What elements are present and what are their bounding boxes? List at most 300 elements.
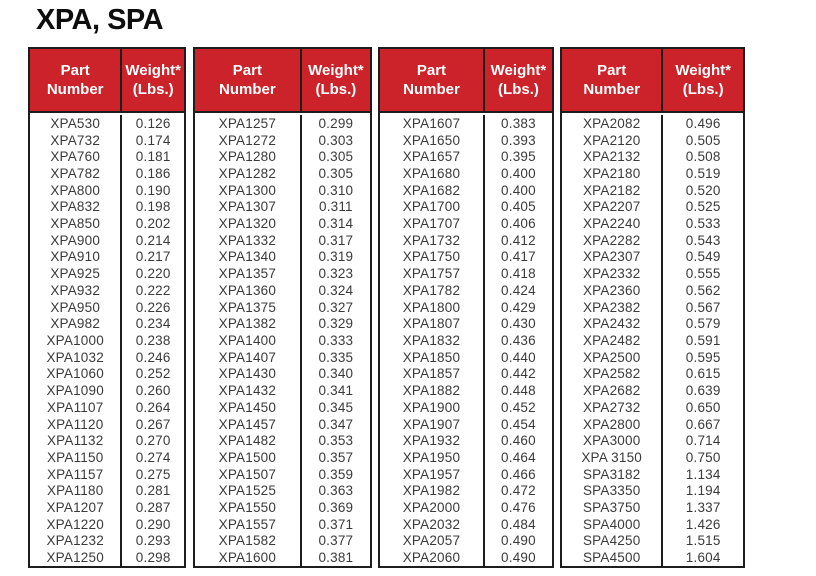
table-row bbox=[195, 132, 370, 149]
weight-cell: 0.190 bbox=[135, 182, 171, 198]
table-row bbox=[195, 449, 370, 466]
table-row bbox=[380, 432, 552, 449]
part-number-cell: XPA1257 bbox=[195, 115, 302, 132]
weight-cell: 0.650 bbox=[685, 399, 721, 415]
group-header bbox=[195, 49, 370, 113]
weight-cell: 0.466 bbox=[501, 466, 536, 482]
group-header bbox=[380, 49, 552, 113]
table-row bbox=[380, 349, 552, 366]
part-number-cell: XPA1700 bbox=[380, 199, 485, 216]
table-row bbox=[30, 282, 184, 299]
part-number-cell: XPA3000 bbox=[562, 432, 663, 449]
table-group bbox=[193, 47, 372, 568]
table-row bbox=[562, 265, 743, 282]
weight-cell: 0.357 bbox=[318, 449, 354, 465]
table-row bbox=[30, 549, 184, 566]
table-row bbox=[562, 282, 743, 299]
header-weight-line2: (Lbs.) bbox=[498, 81, 539, 98]
weight-cell: 0.533 bbox=[685, 216, 721, 232]
table-row bbox=[30, 148, 184, 165]
weight-cell: 0.319 bbox=[318, 249, 354, 265]
weight-cell: 0.281 bbox=[135, 483, 171, 499]
table-row bbox=[562, 249, 743, 266]
weight-cell: 0.347 bbox=[318, 416, 354, 432]
table-row bbox=[380, 115, 552, 132]
header-part-line2: Number bbox=[403, 81, 460, 98]
table-row bbox=[380, 332, 552, 349]
part-number-cell: XPA1157 bbox=[30, 466, 122, 483]
weight-cell: 1.194 bbox=[685, 483, 721, 499]
weight-cell: 0.174 bbox=[135, 132, 171, 148]
part-number-cell: XPA2732 bbox=[562, 399, 663, 416]
table-row bbox=[380, 382, 552, 399]
part-number-cell: XPA732 bbox=[30, 132, 122, 149]
table-row bbox=[30, 349, 184, 366]
table-row bbox=[195, 249, 370, 266]
table-row bbox=[380, 215, 552, 232]
part-number-cell: XPA1557 bbox=[195, 516, 302, 533]
part-number-cell: XPA1950 bbox=[380, 449, 485, 466]
table-row bbox=[195, 282, 370, 299]
table-row bbox=[380, 165, 552, 182]
table-row bbox=[562, 432, 743, 449]
table-row bbox=[195, 232, 370, 249]
weight-cell: 0.405 bbox=[501, 199, 536, 215]
part-number-cell: XPA2032 bbox=[380, 516, 485, 533]
weight-cell: 0.275 bbox=[135, 466, 171, 482]
table-row bbox=[195, 499, 370, 516]
part-number-cell: XPA1732 bbox=[380, 232, 485, 249]
part-number-cell: XPA832 bbox=[30, 199, 122, 216]
part-number-cell: XPA1220 bbox=[30, 516, 122, 533]
table-row bbox=[380, 399, 552, 416]
part-number-cell: XPA2132 bbox=[562, 148, 663, 165]
weight-cell: 0.476 bbox=[501, 500, 536, 516]
table-row bbox=[380, 199, 552, 216]
part-number-cell: XPA2000 bbox=[380, 499, 485, 516]
part-number-cell: XPA1132 bbox=[30, 432, 122, 449]
header-weight-line1: Weight* bbox=[490, 62, 547, 79]
table-row bbox=[562, 349, 743, 366]
table-row bbox=[562, 215, 743, 232]
weight-cell: 0.335 bbox=[318, 349, 354, 365]
part-number-cell: XPA1900 bbox=[380, 399, 485, 416]
weight-cell: 0.293 bbox=[135, 533, 171, 549]
table-row bbox=[30, 249, 184, 266]
table-row bbox=[380, 265, 552, 282]
weight-cell: 0.310 bbox=[318, 182, 354, 198]
part-number-cell: XPA2332 bbox=[562, 265, 663, 282]
weight-cell: 0.667 bbox=[685, 416, 721, 432]
header-part-cell bbox=[380, 49, 485, 111]
part-number-cell: XPA2082 bbox=[562, 115, 663, 132]
header-weight-line2: (Lbs.) bbox=[682, 81, 724, 98]
table-row bbox=[30, 132, 184, 149]
weight-cell: 0.327 bbox=[318, 299, 354, 315]
part-number-cell: XPA 3150 bbox=[562, 449, 663, 466]
table-row bbox=[380, 132, 552, 149]
table-row bbox=[380, 533, 552, 550]
table-row bbox=[380, 449, 552, 466]
weight-cell: 0.323 bbox=[318, 266, 354, 282]
table-row bbox=[562, 115, 743, 132]
table-row bbox=[380, 249, 552, 266]
part-number-cell: XPA1407 bbox=[195, 349, 302, 366]
weight-cell: 0.333 bbox=[318, 332, 354, 348]
weight-cell: 0.490 bbox=[501, 533, 536, 549]
part-number-cell: XPA2182 bbox=[562, 182, 663, 199]
part-number-cell: XPA2360 bbox=[562, 282, 663, 299]
weight-cell: 0.496 bbox=[685, 115, 721, 131]
part-number-cell: XPA1430 bbox=[195, 366, 302, 383]
part-number-cell: XPA1500 bbox=[195, 449, 302, 466]
table-row bbox=[380, 148, 552, 165]
weight-cell: 0.359 bbox=[318, 466, 354, 482]
part-number-cell: XPA782 bbox=[30, 165, 122, 182]
table-row bbox=[195, 315, 370, 332]
group-body bbox=[380, 113, 552, 566]
table-row bbox=[562, 466, 743, 483]
part-number-cell: XPA1360 bbox=[195, 282, 302, 299]
table-row bbox=[30, 399, 184, 416]
table-row bbox=[195, 382, 370, 399]
part-number-cell: XPA2120 bbox=[562, 132, 663, 149]
part-number-cell: XPA530 bbox=[30, 115, 122, 132]
table-group bbox=[378, 47, 554, 568]
table-row bbox=[195, 199, 370, 216]
weight-cell: 0.400 bbox=[501, 165, 536, 181]
weight-cell: 1.604 bbox=[685, 550, 721, 566]
group-body bbox=[30, 113, 184, 566]
table-row bbox=[30, 182, 184, 199]
part-number-cell: XPA760 bbox=[30, 148, 122, 165]
weight-cell: 0.252 bbox=[135, 366, 171, 382]
weight-cell: 0.639 bbox=[685, 383, 721, 399]
part-number-cell: XPA1650 bbox=[380, 132, 485, 149]
table-row bbox=[195, 265, 370, 282]
part-number-cell: XPA1150 bbox=[30, 449, 122, 466]
weight-cell: 0.567 bbox=[685, 299, 721, 315]
header-weight-line1: Weight* bbox=[308, 62, 364, 79]
table-row bbox=[562, 132, 743, 149]
weight-cell: 0.543 bbox=[685, 232, 721, 248]
weight-cell: 0.750 bbox=[685, 449, 721, 465]
group-body bbox=[562, 113, 743, 566]
weight-cell: 1.515 bbox=[685, 533, 721, 549]
part-number-cell: XPA1832 bbox=[380, 332, 485, 349]
part-number-cell: XPA1300 bbox=[195, 182, 302, 199]
table-row bbox=[30, 366, 184, 383]
table-row bbox=[30, 115, 184, 132]
part-number-cell: XPA2682 bbox=[562, 382, 663, 399]
table-group bbox=[560, 47, 745, 568]
weight-cell: 0.186 bbox=[135, 165, 171, 181]
weight-cell: 0.317 bbox=[318, 232, 354, 248]
part-number-cell: XPA1382 bbox=[195, 315, 302, 332]
header-part-line1: Part bbox=[597, 62, 627, 79]
weight-cell: 0.220 bbox=[135, 266, 171, 282]
table-row bbox=[562, 382, 743, 399]
part-number-cell: XPA2240 bbox=[562, 215, 663, 232]
weight-cell: 0.181 bbox=[135, 149, 171, 165]
part-number-cell: XPA1607 bbox=[380, 115, 485, 132]
weight-cell: 0.329 bbox=[318, 316, 354, 332]
weight-cell: 0.238 bbox=[135, 332, 171, 348]
weight-cell: 0.519 bbox=[685, 165, 721, 181]
part-number-cell: XPA1332 bbox=[195, 232, 302, 249]
weight-cell: 0.490 bbox=[501, 550, 536, 566]
weight-cell: 0.298 bbox=[135, 550, 171, 566]
table-row bbox=[562, 199, 743, 216]
weight-cell: 0.202 bbox=[135, 216, 171, 232]
table-row bbox=[195, 215, 370, 232]
weight-cell: 0.383 bbox=[501, 115, 536, 131]
table-row bbox=[380, 232, 552, 249]
part-number-cell: XPA1000 bbox=[30, 332, 122, 349]
part-number-cell: XPA1060 bbox=[30, 366, 122, 383]
weight-cell: 0.400 bbox=[501, 182, 536, 198]
weight-cell: 0.305 bbox=[318, 149, 354, 165]
table-row bbox=[30, 199, 184, 216]
part-number-cell: XPA1882 bbox=[380, 382, 485, 399]
header-part-cell bbox=[30, 49, 122, 111]
weight-cell: 0.430 bbox=[501, 316, 536, 332]
parts-weight-table bbox=[28, 47, 745, 568]
weight-cell: 0.440 bbox=[501, 349, 536, 365]
part-number-cell: XPA1207 bbox=[30, 499, 122, 516]
weight-cell: 0.714 bbox=[685, 433, 721, 449]
weight-cell: 1.134 bbox=[685, 466, 721, 482]
part-number-cell: XPA1707 bbox=[380, 215, 485, 232]
weight-cell: 0.314 bbox=[318, 216, 354, 232]
table-row bbox=[195, 299, 370, 316]
weight-cell: 0.505 bbox=[685, 132, 721, 148]
table-row bbox=[380, 315, 552, 332]
part-number-cell: XPA1750 bbox=[380, 249, 485, 266]
table-row bbox=[195, 332, 370, 349]
part-number-cell: XPA1857 bbox=[380, 366, 485, 383]
header-weight-line1: Weight* bbox=[675, 62, 731, 79]
table-row bbox=[30, 482, 184, 499]
weight-cell: 0.226 bbox=[135, 299, 171, 315]
table-row bbox=[195, 148, 370, 165]
part-number-cell: XPA1090 bbox=[30, 382, 122, 399]
table-row bbox=[195, 416, 370, 433]
table-row bbox=[30, 499, 184, 516]
part-number-cell: XPA1507 bbox=[195, 466, 302, 483]
header-part-cell bbox=[562, 49, 663, 111]
part-number-cell: XPA1280 bbox=[195, 148, 302, 165]
table-row bbox=[195, 366, 370, 383]
weight-cell: 0.345 bbox=[318, 399, 354, 415]
weight-cell: 0.418 bbox=[501, 266, 536, 282]
table-row bbox=[380, 182, 552, 199]
header-part-line1: Part bbox=[416, 62, 447, 79]
part-number-cell: XPA1320 bbox=[195, 215, 302, 232]
part-number-cell: XPA1250 bbox=[30, 549, 122, 566]
page-title: XPA, SPA bbox=[36, 4, 164, 36]
table-row bbox=[562, 499, 743, 516]
part-number-cell: XPA800 bbox=[30, 182, 122, 199]
weight-cell: 0.442 bbox=[501, 366, 536, 382]
header-part-line2: Number bbox=[583, 81, 641, 98]
weight-cell: 0.393 bbox=[501, 132, 536, 148]
part-number-cell: XPA1757 bbox=[380, 265, 485, 282]
table-row bbox=[30, 382, 184, 399]
weight-cell: 0.264 bbox=[135, 399, 171, 415]
table-row bbox=[30, 265, 184, 282]
table-row bbox=[562, 232, 743, 249]
part-number-cell: XPA2382 bbox=[562, 299, 663, 316]
weight-cell: 0.424 bbox=[501, 282, 536, 298]
weight-cell: 0.340 bbox=[318, 366, 354, 382]
weight-cell: 0.591 bbox=[685, 332, 721, 348]
part-number-cell: SPA3182 bbox=[562, 466, 663, 483]
weight-cell: 0.126 bbox=[135, 115, 171, 131]
weight-cell: 0.436 bbox=[501, 332, 536, 348]
weight-cell: 0.472 bbox=[501, 483, 536, 499]
part-number-cell: XPA1282 bbox=[195, 165, 302, 182]
header-part-cell bbox=[195, 49, 302, 111]
table-row bbox=[562, 399, 743, 416]
weight-cell: 0.341 bbox=[318, 383, 354, 399]
part-number-cell: SPA4250 bbox=[562, 533, 663, 550]
table-row bbox=[562, 482, 743, 499]
part-number-cell: SPA4000 bbox=[562, 516, 663, 533]
header-weight-line2: (Lbs.) bbox=[132, 81, 174, 98]
part-number-cell: XPA900 bbox=[30, 232, 122, 249]
header-part-line1: Part bbox=[232, 62, 262, 79]
part-number-cell: XPA2482 bbox=[562, 332, 663, 349]
table-row bbox=[195, 432, 370, 449]
part-number-cell: XPA932 bbox=[30, 282, 122, 299]
weight-cell: 0.369 bbox=[318, 500, 354, 516]
part-number-cell: XPA1600 bbox=[195, 549, 302, 566]
table-row bbox=[30, 299, 184, 316]
weight-cell: 0.429 bbox=[501, 299, 536, 315]
part-number-cell: XPA1782 bbox=[380, 282, 485, 299]
weight-cell: 0.520 bbox=[685, 182, 721, 198]
weight-cell: 0.324 bbox=[318, 282, 354, 298]
table-row bbox=[30, 533, 184, 550]
part-number-cell: XPA1680 bbox=[380, 165, 485, 182]
weight-cell: 0.377 bbox=[318, 533, 354, 549]
part-number-cell: XPA2582 bbox=[562, 366, 663, 383]
header-weight-cell bbox=[122, 49, 184, 111]
part-number-cell: XPA2800 bbox=[562, 416, 663, 433]
weight-cell: 0.287 bbox=[135, 500, 171, 516]
table-row bbox=[195, 549, 370, 566]
weight-cell: 0.234 bbox=[135, 316, 171, 332]
weight-cell: 0.595 bbox=[685, 349, 721, 365]
part-number-cell: XPA2060 bbox=[380, 549, 485, 566]
table-row bbox=[562, 148, 743, 165]
weight-cell: 0.406 bbox=[501, 216, 536, 232]
table-row bbox=[380, 482, 552, 499]
weight-cell: 0.198 bbox=[135, 199, 171, 215]
table-row bbox=[30, 215, 184, 232]
table-row bbox=[195, 165, 370, 182]
weight-cell: 0.222 bbox=[135, 282, 171, 298]
part-number-cell: XPA1582 bbox=[195, 533, 302, 550]
weight-cell: 1.426 bbox=[685, 516, 721, 532]
weight-cell: 0.464 bbox=[501, 449, 536, 465]
table-row bbox=[30, 416, 184, 433]
table-row bbox=[562, 449, 743, 466]
part-number-cell: SPA3350 bbox=[562, 482, 663, 499]
weight-cell: 0.381 bbox=[318, 550, 354, 566]
part-number-cell: XPA1307 bbox=[195, 199, 302, 216]
weight-cell: 0.549 bbox=[685, 249, 721, 265]
table-row bbox=[195, 482, 370, 499]
part-number-cell: XPA2057 bbox=[380, 533, 485, 550]
weight-cell: 0.555 bbox=[685, 266, 721, 282]
table-row bbox=[195, 533, 370, 550]
table-row bbox=[380, 549, 552, 566]
group-header bbox=[562, 49, 743, 113]
part-number-cell: XPA1272 bbox=[195, 132, 302, 149]
weight-cell: 0.412 bbox=[501, 232, 536, 248]
table-row bbox=[562, 332, 743, 349]
part-number-cell: XPA1232 bbox=[30, 533, 122, 550]
part-number-cell: XPA1340 bbox=[195, 249, 302, 266]
part-number-cell: XPA982 bbox=[30, 315, 122, 332]
weight-cell: 0.217 bbox=[135, 249, 171, 265]
weight-cell: 0.299 bbox=[318, 115, 354, 131]
group-header bbox=[30, 49, 184, 113]
weight-cell: 0.311 bbox=[318, 199, 353, 215]
part-number-cell: XPA1482 bbox=[195, 432, 302, 449]
table-row bbox=[30, 332, 184, 349]
part-number-cell: XPA1180 bbox=[30, 482, 122, 499]
part-number-cell: XPA2432 bbox=[562, 315, 663, 332]
table-row bbox=[380, 299, 552, 316]
table-row bbox=[195, 115, 370, 132]
part-number-cell: XPA1657 bbox=[380, 148, 485, 165]
part-number-cell: XPA2500 bbox=[562, 349, 663, 366]
header-weight-cell bbox=[485, 49, 552, 111]
table-row bbox=[562, 516, 743, 533]
weight-cell: 0.454 bbox=[501, 416, 536, 432]
part-number-cell: XPA950 bbox=[30, 299, 122, 316]
table-row bbox=[562, 366, 743, 383]
weight-cell: 0.460 bbox=[501, 433, 536, 449]
table-row bbox=[562, 533, 743, 550]
table-row bbox=[195, 399, 370, 416]
header-weight-line1: Weight* bbox=[125, 62, 181, 79]
weight-cell: 0.246 bbox=[135, 349, 171, 365]
table-row bbox=[30, 315, 184, 332]
table-row bbox=[562, 315, 743, 332]
part-number-cell: XPA2180 bbox=[562, 165, 663, 182]
part-number-cell: XPA1807 bbox=[380, 315, 485, 332]
part-number-cell: XPA1107 bbox=[30, 399, 122, 416]
table-row bbox=[30, 449, 184, 466]
weight-cell: 0.270 bbox=[135, 433, 171, 449]
weight-cell: 0.395 bbox=[501, 149, 536, 165]
table-row bbox=[562, 182, 743, 199]
part-number-cell: XPA1907 bbox=[380, 416, 485, 433]
table-group bbox=[28, 47, 186, 568]
part-number-cell: XPA1957 bbox=[380, 466, 485, 483]
weight-cell: 0.448 bbox=[501, 383, 536, 399]
table-row bbox=[195, 516, 370, 533]
weight-cell: 0.417 bbox=[501, 249, 536, 265]
part-number-cell: XPA1032 bbox=[30, 349, 122, 366]
part-number-cell: XPA1400 bbox=[195, 332, 302, 349]
weight-cell: 0.508 bbox=[685, 149, 721, 165]
table-row bbox=[562, 165, 743, 182]
